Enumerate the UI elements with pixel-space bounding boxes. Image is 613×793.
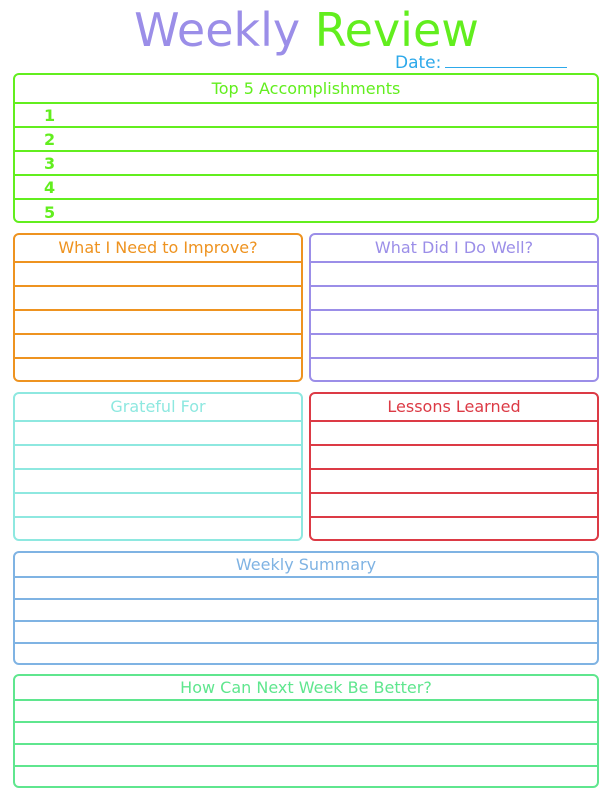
page-title (0, 4, 613, 56)
accomplishment-number: 1 (44, 106, 56, 125)
grateful-row[interactable] (15, 518, 301, 539)
summary-row[interactable] (15, 644, 597, 663)
next-week-row[interactable] (15, 767, 597, 786)
title-word-weekly: Weekly (134, 3, 301, 57)
date-label: Date: (395, 53, 442, 73)
improve-section (13, 233, 303, 382)
did-well-row[interactable] (311, 335, 597, 359)
grateful-row[interactable] (15, 470, 301, 494)
accomplishment-row[interactable] (15, 200, 597, 221)
grateful-heading: Grateful For (15, 394, 301, 422)
title-word-review: Review (314, 3, 479, 57)
did-well-row[interactable] (311, 359, 597, 380)
summary-row[interactable] (15, 600, 597, 622)
accomplishment-row[interactable] (15, 128, 597, 152)
next-week-row[interactable] (15, 723, 597, 745)
next-week-row[interactable] (15, 745, 597, 767)
lessons-section (309, 392, 599, 541)
improve-row[interactable] (15, 263, 301, 287)
grateful-row[interactable] (15, 422, 301, 446)
improve-row[interactable] (15, 335, 301, 359)
summary-heading: Weekly Summary (15, 553, 597, 578)
lessons-heading: Lessons Learned (311, 394, 597, 422)
accomplishment-number: 5 (44, 203, 56, 222)
lessons-row[interactable] (311, 470, 597, 494)
improve-row[interactable] (15, 359, 301, 380)
improve-row[interactable] (15, 287, 301, 311)
accomplishments-heading: Top 5 Accomplishments (15, 75, 597, 104)
did-well-row[interactable] (311, 311, 597, 335)
lessons-row[interactable] (311, 518, 597, 539)
summary-row[interactable] (15, 578, 597, 600)
accomplishment-number: 4 (44, 178, 56, 197)
lessons-row[interactable] (311, 422, 597, 446)
date-input-line[interactable] (445, 53, 567, 68)
lessons-row[interactable] (311, 494, 597, 518)
accomplishment-row[interactable] (15, 176, 597, 200)
date-field[interactable] (395, 52, 567, 74)
summary-row[interactable] (15, 622, 597, 644)
did-well-section (309, 233, 599, 382)
summary-section (13, 551, 599, 665)
accomplishments-section (13, 73, 599, 223)
accomplishment-row[interactable] (15, 104, 597, 128)
next-week-section (13, 674, 599, 788)
accomplishment-number: 3 (44, 154, 56, 173)
grateful-section (13, 392, 303, 541)
did-well-row[interactable] (311, 287, 597, 311)
improve-heading: What I Need to Improve? (15, 235, 301, 263)
did-well-row[interactable] (311, 263, 597, 287)
grateful-row[interactable] (15, 494, 301, 518)
accomplishment-number: 2 (44, 130, 56, 149)
improve-row[interactable] (15, 311, 301, 335)
did-well-heading: What Did I Do Well? (311, 235, 597, 263)
accomplishment-row[interactable] (15, 152, 597, 176)
grateful-row[interactable] (15, 446, 301, 470)
lessons-row[interactable] (311, 446, 597, 470)
next-week-row[interactable] (15, 701, 597, 723)
next-week-heading: How Can Next Week Be Better? (15, 676, 597, 701)
